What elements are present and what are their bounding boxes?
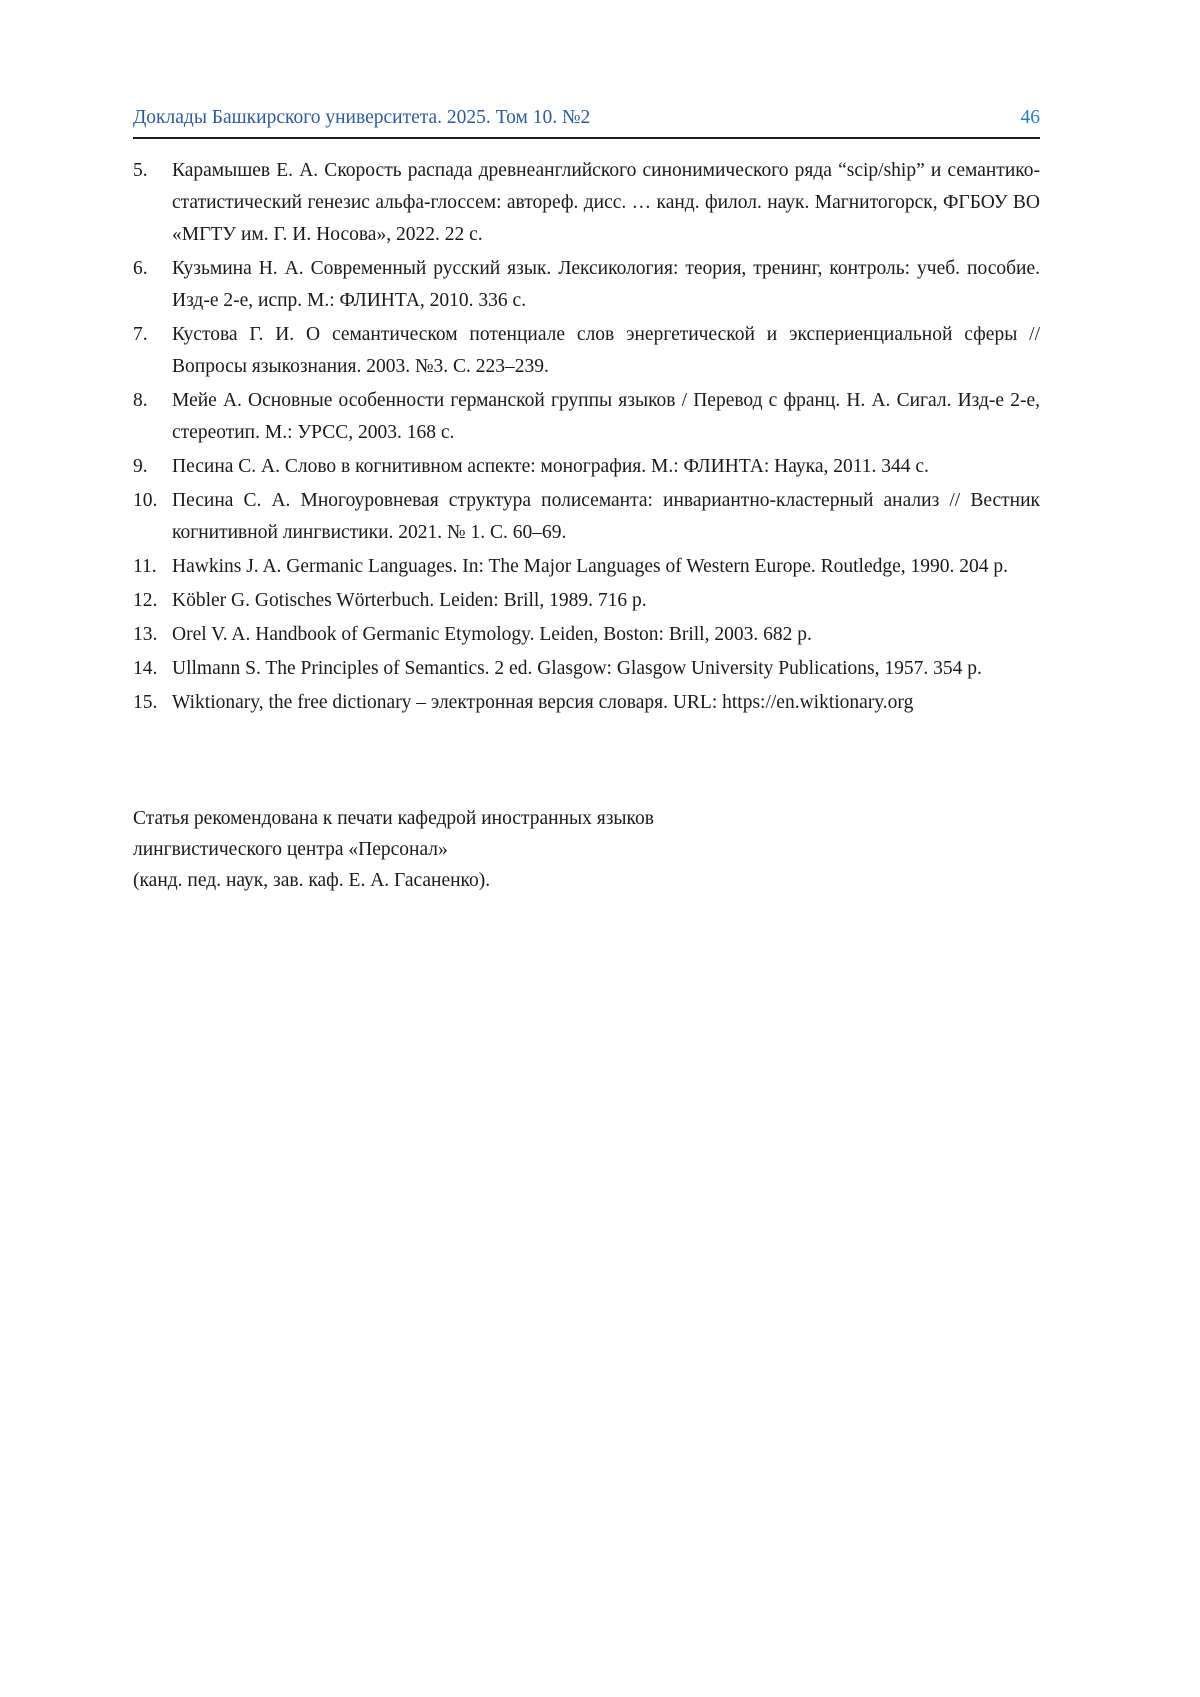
reference-item [133, 485, 1040, 549]
recommendation-note-line: Статья рекомендована к печати кафедрой иностранных языков [133, 808, 654, 829]
reference-number: 12. [133, 590, 158, 611]
reference-item [133, 155, 1040, 251]
reference-item [133, 451, 1040, 483]
reference-number: 9. [133, 456, 148, 477]
reference-text: Köbler G. Gotisches Wörterbuch. Leiden: Brill, 1989. 716 p. [172, 590, 647, 611]
reference-text: Мейе А. Основные особенности германской группы языков / Перевод с франц. Н. А. Сигал. Изд-е 2-е, стереотип. М.: УРСС, 2003. 168 с. [172, 390, 1040, 443]
page-number: 46 [1020, 107, 1040, 128]
reference-number: 7. [133, 324, 148, 345]
recommendation-note-line: лингвистического центра «Персонал» [133, 839, 448, 860]
reference-item [133, 619, 1040, 651]
reference-number: 13. [133, 624, 158, 645]
reference-item [133, 253, 1040, 317]
reference-number: 14. [133, 658, 158, 679]
reference-list [133, 139, 1040, 719]
reference-item [133, 653, 1040, 685]
reference-item [133, 687, 1040, 719]
reference-number: 6. [133, 258, 148, 279]
reference-text: Кустова Г. И. О семантическом потенциале слов энергетической и экспериенциальной сферы // Вопросы языкознания. 2003. №3. С. 223–239. [172, 324, 1040, 377]
reference-number: 10. [133, 490, 158, 511]
reference-text: Песина С. А. Многоуровневая структура полисеманта: инвариантно-кластерный анализ // Вестник когнитивной лингвистики. 2021. № 1. С. 60–69. [172, 490, 1040, 543]
reference-number: 8. [133, 390, 148, 411]
page-header [133, 0, 1040, 130]
reference-number: 15. [133, 692, 158, 713]
reference-number: 5. [133, 160, 148, 181]
recommendation-note [133, 803, 1040, 896]
reference-item [133, 551, 1040, 583]
journal-title: Доклады Башкирского университета. 2025. Том 10. №2 [133, 107, 591, 128]
reference-text: Wiktionary, the free dictionary – электронная версия словаря. URL: https://en.wiktionary.org [172, 692, 914, 713]
reference-item [133, 319, 1040, 383]
reference-text: Карамышев Е. А. Скорость распада древнеанглийского синонимического ряда “scip/ship” и семантико-статистический генезис альфа-глоссем: автореф. дисс. … канд. филол. наук. Магнитогорск, ФГБОУ ВО «МГТУ им. Г. И. Носова», 2022. 22 с. [172, 160, 1040, 245]
recommendation-note-line: (канд. пед. наук, зав. каф. Е. А. Гасаненко). [133, 870, 491, 891]
reference-number: 11. [133, 556, 157, 577]
reference-text: Orel V. A. Handbook of Germanic Etymology. Leiden, Boston: Brill, 2003. 682 p. [172, 624, 812, 645]
reference-item [133, 385, 1040, 449]
reference-text: Песина С. А. Слово в когнитивном аспекте: монография. М.: ФЛИНТА: Наука, 2011. 344 с. [172, 456, 929, 477]
reference-item [133, 585, 1040, 617]
reference-text: Ullmann S. The Principles of Semantics. 2 ed. Glasgow: Glasgow University Publications, 1957. 354 p. [172, 658, 982, 679]
reference-text: Кузьмина Н. А. Современный русский язык. Лексикология: теория, тренинг, контроль: учеб. пособие. Изд-е 2-е, испр. М.: ФЛИНТА, 2010. 336 с. [172, 258, 1040, 311]
reference-text: Hawkins J. A. Germanic Languages. In: The Major Languages of Western Europe. Routledge, 1990. 204 p. [172, 556, 1009, 577]
